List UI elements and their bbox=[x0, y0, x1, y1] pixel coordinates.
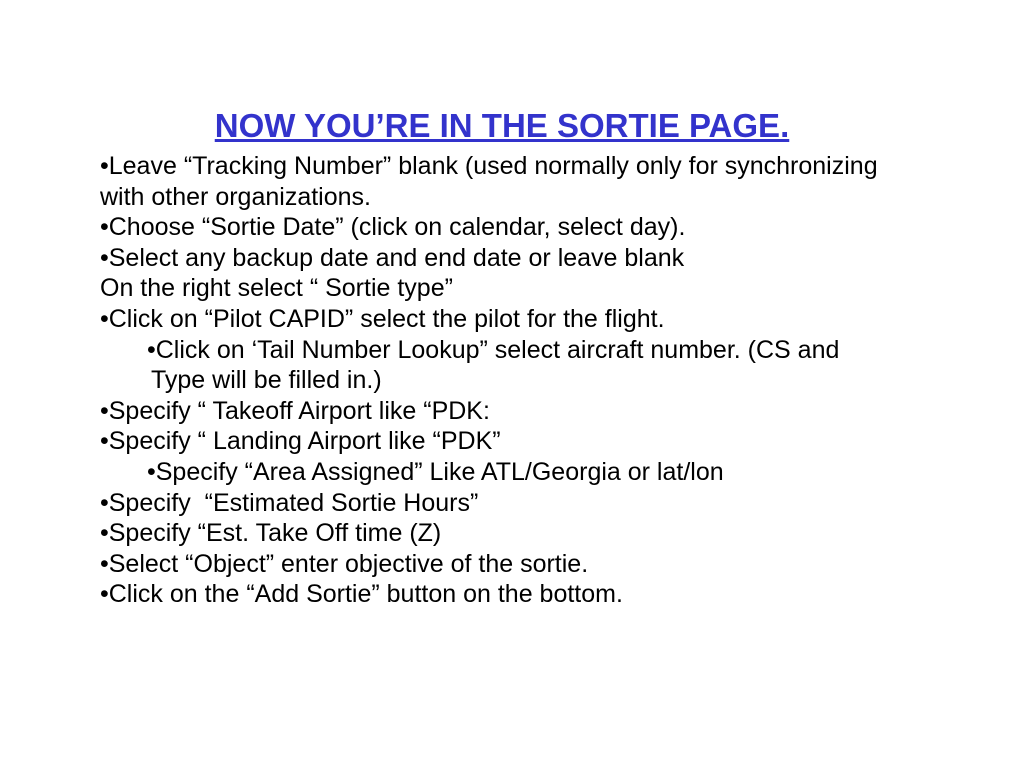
body-line: with other organizations. bbox=[100, 182, 371, 211]
body-line: •Specify “Estimated Sortie Hours” bbox=[100, 488, 479, 517]
body-line: •Specify “ Takeoff Airport like “PDK: bbox=[100, 396, 490, 425]
body-line: •Leave “Tracking Number” blank (used normally only for synchronizing bbox=[100, 152, 878, 180]
body-line: •Specify “ Landing Airport like “PDK” bbox=[100, 427, 501, 456]
slide-body-text bbox=[100, 151, 940, 610]
body-line: Type will be filled in.) bbox=[151, 366, 382, 395]
body-line: •Specify “Area Assigned” Like ATL/Georgia or lat/lon bbox=[147, 457, 724, 486]
body-line: •Choose “Sortie Date” (click on calendar, select day). bbox=[100, 213, 686, 242]
slide-title: NOW YOU’RE IN THE SORTIE PAGE. bbox=[214, 107, 790, 144]
body-line: •Click on ‘Tail Number Lookup” select aircraft number. (CS and bbox=[147, 335, 840, 364]
body-line: •Click on “Pilot CAPID” select the pilot for the flight. bbox=[100, 304, 665, 333]
body-line: On the right select “ Sortie type” bbox=[100, 274, 453, 303]
body-line: •Select “Object” enter objective of the sortie. bbox=[100, 549, 589, 578]
body-line: •Specify “Est. Take Off time (Z) bbox=[100, 519, 442, 548]
body-line: •Click on the “Add Sortie” button on the bottom. bbox=[100, 580, 623, 609]
body-line: •Select any backup date and end date or leave blank bbox=[100, 243, 685, 272]
